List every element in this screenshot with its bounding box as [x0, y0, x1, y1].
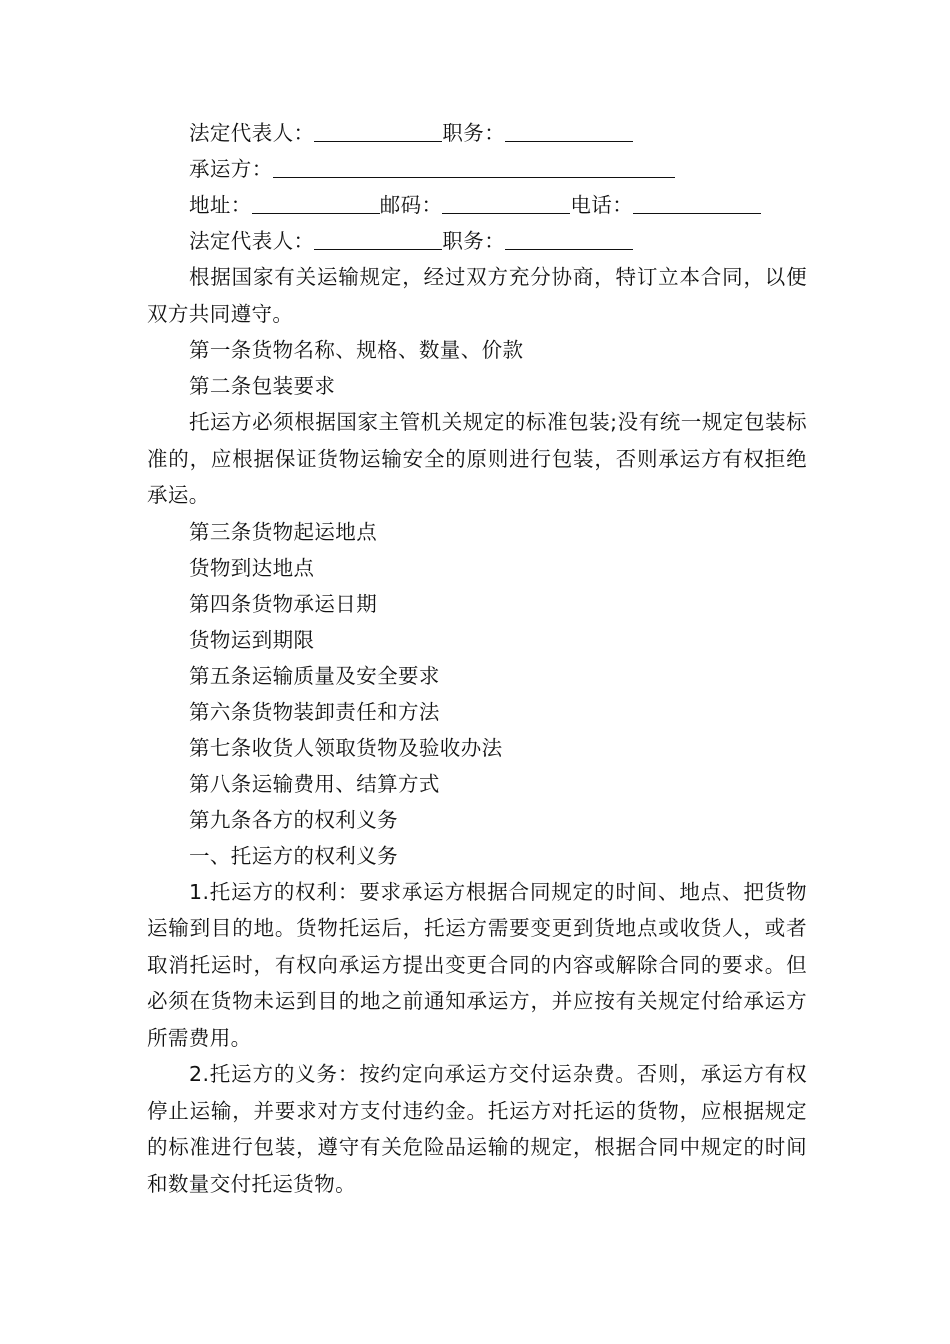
- legal-rep-line-2: [147, 223, 807, 259]
- carrier-label: 承运方：: [189, 157, 273, 181]
- article-6-heading: 第六条货物装卸责任和方法: [189, 699, 440, 724]
- delivery-deadline-line: 货物运到期限: [189, 627, 315, 652]
- legal-rep-label: 法定代表人：: [189, 121, 315, 145]
- shipper-rights-paragraph: 1.托运方的权利：要求承运方根据合同规定的时间、地点、把货物运输到目的地。货物托运后，托运方需要变更到货地点或收货人，或者取消托运时，有权向承运方提出变更合同的内容或解除合同的要求。但必须在货物未运到目的地之前通知承运方，并应按有关规定付给承运方所需费用。: [147, 879, 807, 1050]
- arrival-place-line: 货物到达地点: [189, 555, 315, 580]
- carrier-line: [147, 151, 807, 187]
- article-9-heading: 第九条各方的权利义务: [189, 807, 398, 832]
- shipper-obligations-paragraph: 2.托运方的义务：按约定向承运方交付运杂费。否则，承运方有权停止运输，并要求对方支付违约金。托运方对托运的货物，应根据规定的标准进行包装，遵守有关危险品运输的规定，根据合同中规定的时间和数量交付托运货物。: [147, 1062, 807, 1196]
- intro-paragraph: 根据国家有关运输规定，经过双方充分协商，特订立本合同，以便双方共同遵守。: [147, 265, 807, 326]
- address-blank: [252, 191, 380, 214]
- article-3-heading: 第三条货物起运地点: [189, 519, 378, 544]
- legal-rep-blank: [314, 227, 442, 250]
- phone-blank: [633, 191, 761, 214]
- legal-rep-label: 法定代表人：: [189, 229, 315, 253]
- legal-rep-line-1: [147, 115, 807, 151]
- title-label: 职务：: [442, 229, 506, 253]
- section-1-heading: 一、托运方的权利义务: [189, 843, 398, 868]
- title-blank: [505, 227, 633, 250]
- article-4-heading: 第四条货物承运日期: [189, 591, 378, 616]
- article-5-heading: 第五条运输质量及安全要求: [189, 663, 440, 688]
- article-7-heading: 第七条收货人领取货物及验收办法: [189, 735, 503, 760]
- title-blank: [505, 119, 633, 142]
- carrier-blank: [273, 155, 675, 178]
- title-label: 职务：: [442, 121, 506, 145]
- article-8-heading: 第八条运输费用、结算方式: [189, 771, 440, 796]
- article-1-heading: 第一条货物名称、规格、数量、价款: [189, 338, 524, 362]
- phone-label: 电话：: [570, 193, 634, 217]
- article-2-heading: 第二条包装要求: [189, 374, 336, 398]
- address-label: 地址：: [189, 193, 252, 217]
- contract-body: [147, 115, 807, 1202]
- legal-rep-blank: [314, 119, 442, 142]
- postcode-label: 邮码：: [379, 193, 443, 217]
- address-line: [147, 187, 807, 223]
- postcode-blank: [442, 191, 570, 214]
- packaging-paragraph: 托运方必须根据国家主管机关规定的标准包装;没有统一规定包装标准的，应根据保证货物运输安全的原则进行包装，否则承运方有权拒绝承运。: [147, 410, 807, 507]
